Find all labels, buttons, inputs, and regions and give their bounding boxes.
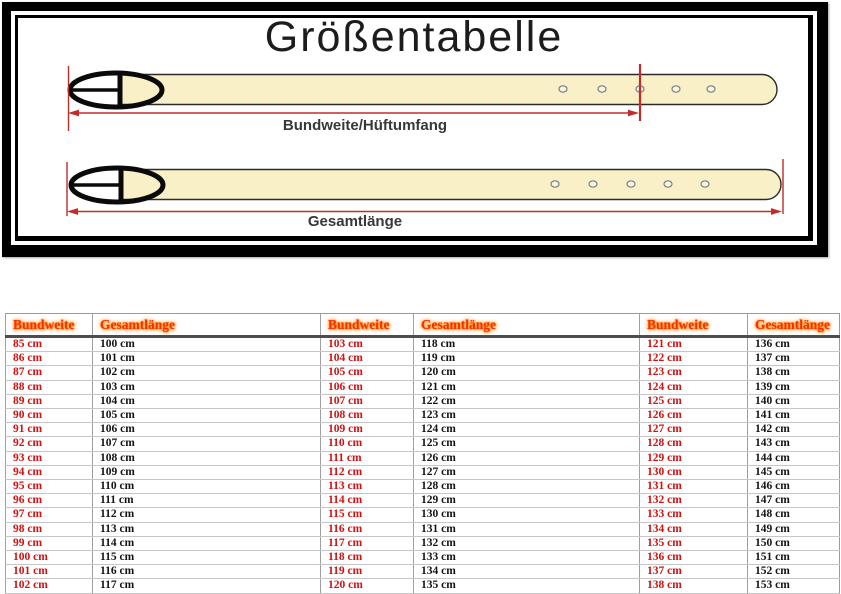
bundweite-cell: 105 cm — [321, 366, 414, 380]
bundweite-cell: 129 cm — [640, 451, 748, 465]
gesamtlaenge-cell: 142 cm — [748, 423, 840, 437]
bundweite-cell: 114 cm — [321, 494, 414, 508]
bundweite-cell: 115 cm — [321, 508, 414, 522]
table-row — [6, 366, 840, 380]
bundweite-cell: 101 cm — [6, 565, 93, 579]
table-row — [6, 352, 840, 366]
bundweite-cell: 121 cm — [640, 337, 748, 352]
bundweite-cell: 109 cm — [321, 423, 414, 437]
gesamtlaenge-cell: 101 cm — [93, 352, 321, 366]
table-row — [6, 551, 840, 565]
bundweite-cell: 116 cm — [321, 522, 414, 536]
bundweite-cell: 90 cm — [6, 409, 93, 423]
gesamtlaenge-cell: 141 cm — [748, 409, 840, 423]
gesamtlaenge-cell: 147 cm — [748, 494, 840, 508]
gesamtlaenge-cell: 153 cm — [748, 579, 840, 593]
table-row — [6, 508, 840, 522]
gesamtlaenge-cell: 150 cm — [748, 536, 840, 550]
bundweite-cell: 106 cm — [321, 380, 414, 394]
size-table-head-row — [6, 314, 840, 337]
gesamtlaenge-cell: 135 cm — [414, 579, 640, 593]
table-row — [6, 579, 840, 593]
bundweite-cell: 131 cm — [640, 480, 748, 494]
gesamtlaenge-cell: 148 cm — [748, 508, 840, 522]
gesamtlaenge-cell: 123 cm — [414, 409, 640, 423]
bundweite-cell: 85 cm — [6, 337, 93, 352]
table-row — [6, 409, 840, 423]
table-row — [6, 536, 840, 550]
table-row — [6, 522, 840, 536]
gesamtlaenge-cell: 107 cm — [93, 437, 321, 451]
gesamtlaenge-cell: 130 cm — [414, 508, 640, 522]
gesamtlaenge-cell: 106 cm — [93, 423, 321, 437]
column-header-5: Gesamtlänge — [748, 314, 840, 337]
bundweite-cell: 120 cm — [321, 579, 414, 593]
gesamtlaenge-cell: 149 cm — [748, 522, 840, 536]
bundweite-cell: 110 cm — [321, 437, 414, 451]
bundweite-cell: 98 cm — [6, 522, 93, 536]
bundweite-cell: 132 cm — [640, 494, 748, 508]
gesamtlaenge-cell: 103 cm — [93, 380, 321, 394]
bundweite-cell: 94 cm — [6, 465, 93, 479]
bundweite-cell: 134 cm — [640, 522, 748, 536]
gesamtlaenge-cell: 114 cm — [93, 536, 321, 550]
gesamtlaenge-cell: 115 cm — [93, 551, 321, 565]
bundweite-cell: 127 cm — [640, 423, 748, 437]
gesamtlaenge-cell: 125 cm — [414, 437, 640, 451]
bundweite-cell: 102 cm — [6, 579, 93, 593]
bundweite-cell: 119 cm — [321, 565, 414, 579]
gesamtlaenge-cell: 145 cm — [748, 465, 840, 479]
gesamtlaenge-cell: 127 cm — [414, 465, 640, 479]
bundweite-cell: 96 cm — [6, 494, 93, 508]
gesamtlaenge-cell: 117 cm — [93, 579, 321, 593]
bundweite-cell: 125 cm — [640, 394, 748, 408]
gesamtlaenge-cell: 134 cm — [414, 565, 640, 579]
gesamtlaenge-cell: 136 cm — [748, 337, 840, 352]
bundweite-cell: 138 cm — [640, 579, 748, 593]
gesamtlaenge-cell: 104 cm — [93, 394, 321, 408]
gesamtlaenge-cell: 121 cm — [414, 380, 640, 394]
size-table-body — [6, 337, 840, 594]
bundweite-cell: 123 cm — [640, 366, 748, 380]
bundweite-cell: 108 cm — [321, 409, 414, 423]
gesamtlaenge-cell: 118 cm — [414, 337, 640, 352]
table-row — [6, 437, 840, 451]
gesamtlaenge-cell: 133 cm — [414, 551, 640, 565]
bundweite-cell: 104 cm — [321, 352, 414, 366]
bundweite-cell: 91 cm — [6, 423, 93, 437]
bundweite-cell: 130 cm — [640, 465, 748, 479]
gesamtlaenge-cell: 138 cm — [748, 366, 840, 380]
gesamtlaenge-cell: 152 cm — [748, 565, 840, 579]
gesamtlaenge-cell: 111 cm — [93, 494, 321, 508]
bundweite-cell: 89 cm — [6, 394, 93, 408]
table-row — [6, 394, 840, 408]
bundweite-cell: 99 cm — [6, 536, 93, 550]
bundweite-cell: 124 cm — [640, 380, 748, 394]
bundweite-cell: 133 cm — [640, 508, 748, 522]
bundweite-cell: 122 cm — [640, 352, 748, 366]
gesamtlaenge-cell: 108 cm — [93, 451, 321, 465]
bundweite-cell: 95 cm — [6, 480, 93, 494]
bundweite-cell: 136 cm — [640, 551, 748, 565]
gesamtlaenge-cell: 128 cm — [414, 480, 640, 494]
gesamtlaenge-cell: 122 cm — [414, 394, 640, 408]
bundweite-cell: 87 cm — [6, 366, 93, 380]
gesamtlaenge-cell: 120 cm — [414, 366, 640, 380]
gesamtlaenge-cell: 146 cm — [748, 480, 840, 494]
bundweite-cell: 112 cm — [321, 465, 414, 479]
bundweite-cell: 97 cm — [6, 508, 93, 522]
table-row — [6, 465, 840, 479]
gesamtlaenge-cell: 144 cm — [748, 451, 840, 465]
gesamtlaenge-cell: 140 cm — [748, 394, 840, 408]
gesamtlaenge-cell: 132 cm — [414, 536, 640, 550]
bundweite-cell: 92 cm — [6, 437, 93, 451]
bundweite-cell: 118 cm — [321, 551, 414, 565]
gesamtlaenge-cell: 126 cm — [414, 451, 640, 465]
bundweite-cell: 137 cm — [640, 565, 748, 579]
gesamtlaenge-cell: 112 cm — [93, 508, 321, 522]
gesamtlaenge-label: Gesamtlänge — [307, 213, 403, 230]
table-row — [6, 380, 840, 394]
bundweite-cell: 93 cm — [6, 451, 93, 465]
column-header-2: Bundweite — [321, 314, 414, 337]
gesamtlaenge-cell: 151 cm — [748, 551, 840, 565]
diagram-title: Größentabelle — [264, 13, 564, 61]
size-table — [5, 313, 840, 594]
gesamtlaenge-cell: 109 cm — [93, 465, 321, 479]
table-row — [6, 423, 840, 437]
table-row — [6, 494, 840, 508]
gesamtlaenge-cell: 100 cm — [93, 337, 321, 352]
gesamtlaenge-cell: 129 cm — [414, 494, 640, 508]
gesamtlaenge-cell: 113 cm — [93, 522, 321, 536]
gesamtlaenge-cell: 139 cm — [748, 380, 840, 394]
column-header-0: Bundweite — [6, 314, 93, 337]
gesamtlaenge-cell: 131 cm — [414, 522, 640, 536]
bundweite-cell: 128 cm — [640, 437, 748, 451]
bundweite-cell: 100 cm — [6, 551, 93, 565]
gesamtlaenge-cell: 137 cm — [748, 352, 840, 366]
table-row — [6, 565, 840, 579]
gesamtlaenge-cell: 119 cm — [414, 352, 640, 366]
bundweite-cell: 111 cm — [321, 451, 414, 465]
table-row — [6, 480, 840, 494]
gesamtlaenge-cell: 102 cm — [93, 366, 321, 380]
bundweite-label: Bundweite/Hüftumfang — [282, 117, 448, 134]
bundweite-cell: 113 cm — [321, 480, 414, 494]
bundweite-cell: 135 cm — [640, 536, 748, 550]
gesamtlaenge-cell: 116 cm — [93, 565, 321, 579]
gesamtlaenge-cell: 105 cm — [93, 409, 321, 423]
bundweite-cell: 86 cm — [6, 352, 93, 366]
column-header-4: Bundweite — [640, 314, 748, 337]
column-header-3: Gesamtlänge — [414, 314, 640, 337]
gesamtlaenge-cell: 110 cm — [93, 480, 321, 494]
table-row — [6, 451, 840, 465]
bundweite-cell: 88 cm — [6, 380, 93, 394]
bundweite-cell: 126 cm — [640, 409, 748, 423]
bundweite-cell: 117 cm — [321, 536, 414, 550]
bundweite-cell: 107 cm — [321, 394, 414, 408]
gesamtlaenge-cell: 124 cm — [414, 423, 640, 437]
bundweite-cell: 103 cm — [321, 337, 414, 352]
column-header-1: Gesamtlänge — [93, 314, 321, 337]
gesamtlaenge-cell: 143 cm — [748, 437, 840, 451]
table-row — [6, 337, 840, 352]
